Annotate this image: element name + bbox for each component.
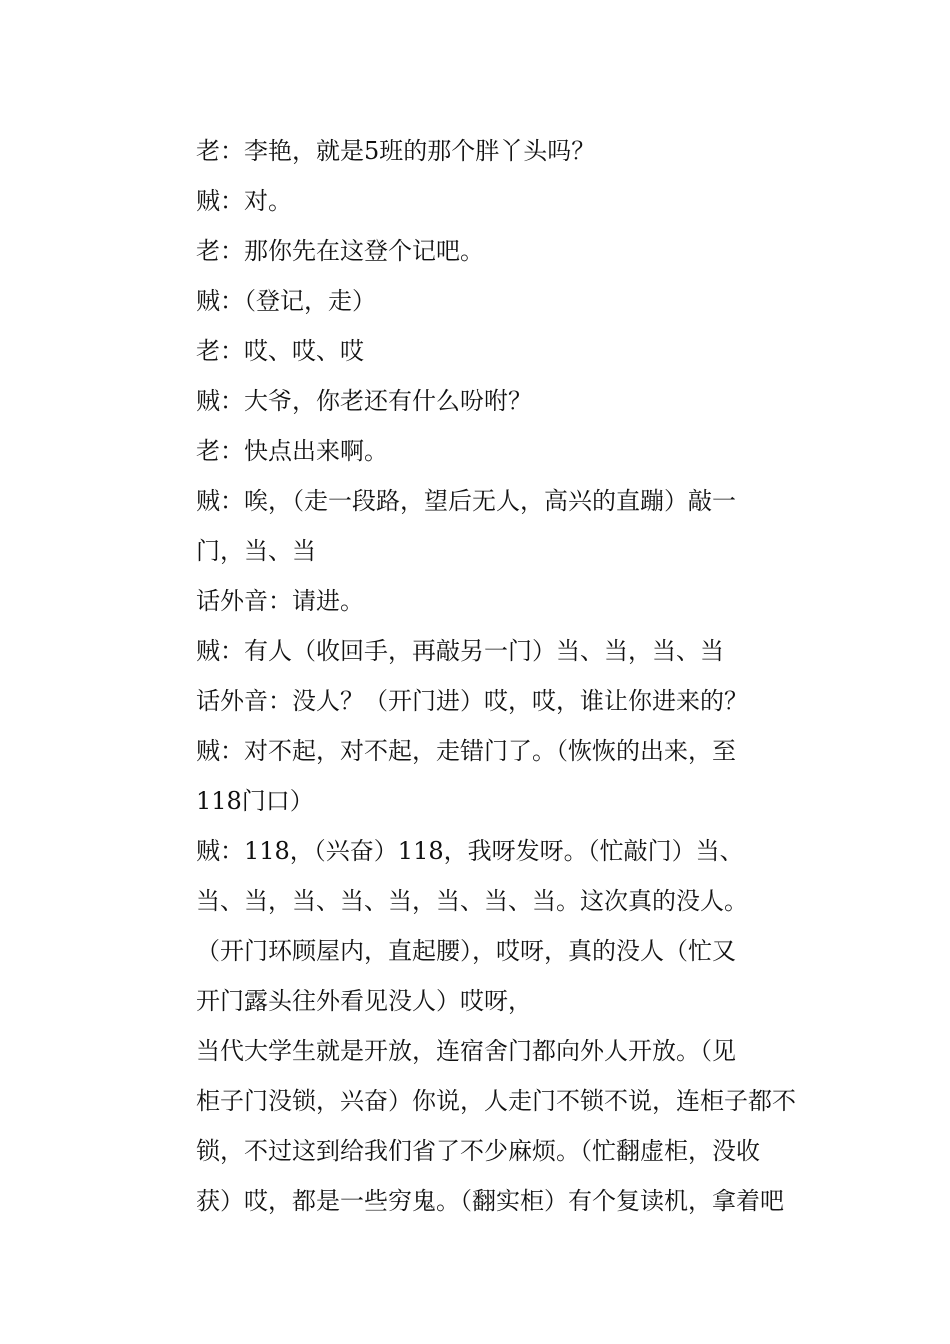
dialogue-paragraph bbox=[146, 926, 810, 1026]
dialogue-paragraph bbox=[146, 726, 810, 826]
dialogue-line: 话外音：没人？（开门进）哎，哎，谁让你进来的？ bbox=[196, 687, 748, 715]
dialogue-line: 贼：有人（收回手，再敲另一门）当、当，当、当 bbox=[196, 637, 724, 665]
dialogue-line: 当代大学生就是开放，连宿舍门都向外人开放。（见 bbox=[196, 1037, 736, 1065]
dialogue-paragraph bbox=[146, 676, 810, 726]
dialogue-line: 贼：（登记，走） bbox=[196, 287, 376, 315]
dialogue-line: 老：那你先在这登个记吧。 bbox=[196, 237, 484, 265]
dialogue-paragraph bbox=[146, 476, 810, 576]
dialogue-line: 锁，不过这到给我们省了不少麻烦。（忙翻虚柜，没收 bbox=[196, 1137, 760, 1165]
dialogue-line: 老：哎、哎、哎 bbox=[196, 337, 364, 365]
dialogue-line: （开门环顾屋内，直起腰），哎呀，真的没人（忙又 bbox=[196, 937, 736, 965]
dialogue-line: 贼：唉，（走一段路，望后无人，高兴的直蹦）敲一 bbox=[196, 487, 736, 515]
dialogue-line: 开门露头往外看见没人）哎呀， bbox=[196, 987, 532, 1015]
dialogue-line: 118门口） bbox=[196, 787, 314, 815]
dialogue-paragraph bbox=[146, 326, 810, 376]
dialogue-paragraph bbox=[146, 826, 810, 926]
dialogue-line: 老：李艳，就是5班的那个胖丫头吗？ bbox=[196, 137, 596, 165]
dialogue-line: 老：快点出来啊。 bbox=[196, 437, 388, 465]
dialogue-line: 贼：对。 bbox=[196, 187, 292, 215]
dialogue-line: 获）哎，都是一些穷鬼。（翻实柜）有个复读机，拿着吧 bbox=[196, 1187, 784, 1215]
dialogue-paragraph bbox=[146, 276, 810, 326]
dialogue-paragraph bbox=[146, 376, 810, 426]
dialogue-paragraph bbox=[146, 226, 810, 276]
dialogue-line: 当、当，当、当、当，当、当、当。这次真的没人。 bbox=[196, 887, 748, 915]
dialogue-line: 柜子门没锁，兴奋）你说，人走门不锁不说，连柜子都不 bbox=[196, 1087, 796, 1115]
dialogue-paragraph bbox=[146, 176, 810, 226]
dialogue-line: 贼：118，（兴奋）118，我呀发呀。（忙敲门）当、 bbox=[196, 837, 744, 865]
dialogue-paragraph bbox=[146, 626, 810, 676]
script-text bbox=[146, 126, 810, 1226]
dialogue-paragraph bbox=[146, 576, 810, 626]
dialogue-paragraph bbox=[146, 126, 810, 176]
dialogue-line: 贼：大爷，你老还有什么吩咐？ bbox=[196, 387, 532, 415]
dialogue-paragraph bbox=[146, 1026, 810, 1226]
dialogue-line: 话外音：请进。 bbox=[196, 587, 364, 615]
dialogue-line: 贼：对不起，对不起，走错门了。（恢恢的出来，至 bbox=[196, 737, 736, 765]
dialogue-line: 门，当、当 bbox=[196, 537, 316, 565]
dialogue-paragraph bbox=[146, 426, 810, 476]
